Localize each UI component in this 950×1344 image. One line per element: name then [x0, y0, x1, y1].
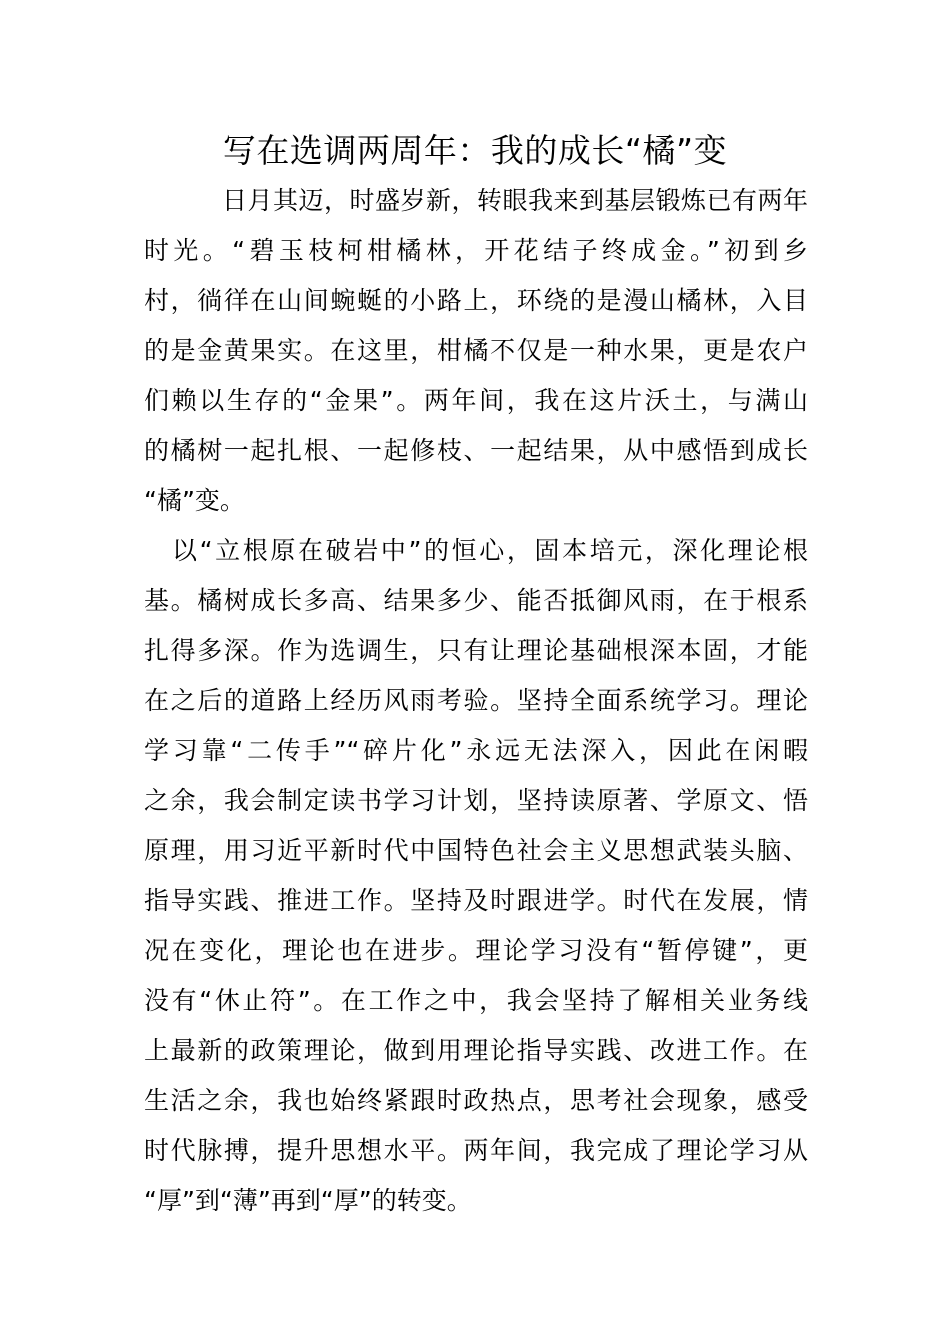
- text-line: 的橘树一起扎根、一起修枝、一起结果，从中感悟到成长: [144, 436, 808, 465]
- text-line: 时代脉搏，提升思想水平。两年间，我完成了理论学习从: [144, 1136, 808, 1165]
- text-line: 生活之余，我也始终紧跟时政热点，思考社会现象，感受: [144, 1086, 808, 1115]
- text-line: 况在变化，理论也在进步。理论学习没有“暂停键”，更: [144, 936, 808, 965]
- text-line: 之余，我会制定读书学习计划，坚持读原著、学原文、悟: [144, 786, 808, 815]
- text-line: 原理，用习近平新时代中国特色社会主义思想武装头脑、: [144, 836, 808, 865]
- text-line: 扎得多深。作为选调生，只有让理论基础根深本固，才能: [144, 636, 808, 665]
- text-line: 没有“休止符”。在工作之中，我会坚持了解相关业务线: [144, 986, 808, 1015]
- text-line: “厚”到“薄”再到“厚”的转变。: [144, 1186, 472, 1215]
- text-line: 的是金黄果实。在这里，柑橘不仅是一种水果，更是农户: [144, 336, 808, 365]
- text-line: 基。橘树成长多高、结果多少、能否抵御风雨，在于根系: [144, 586, 808, 615]
- paragraph-2: [144, 526, 808, 1226]
- text-line: 学习靠“二传手”“碎片化”永远无法深入，因此在闲暇: [144, 736, 808, 765]
- document-title: 写在选调两周年：我的成长“橘”变: [222, 131, 728, 170]
- text-line: “橘”变。: [144, 486, 245, 515]
- paragraph-1: [144, 176, 808, 526]
- text-line: 以“立根原在破岩中”的恒心，固本培元，深化理论根: [172, 536, 808, 565]
- text-line: 时光。“碧玉枝柯柑橘林，开花结子终成金。”初到乡: [144, 236, 808, 265]
- text-line: 指导实践、推进工作。坚持及时跟进学。时代在发展，情: [144, 886, 808, 915]
- text-line: 上最新的政策理论，做到用理论指导实践、改进工作。在: [144, 1036, 808, 1065]
- document-body: [144, 176, 808, 1226]
- text-line: 在之后的道路上经历风雨考验。坚持全面系统学习。理论: [144, 686, 808, 715]
- text-line: 们赖以生存的“金果”。两年间，我在这片沃土，与满山: [144, 386, 808, 415]
- text-line: 日月其迈，时盛岁新，转眼我来到基层锻炼已有两年: [222, 186, 808, 215]
- text-line: 村，徜徉在山间蜿蜒的小路上，环绕的是漫山橘林，入目: [144, 286, 808, 315]
